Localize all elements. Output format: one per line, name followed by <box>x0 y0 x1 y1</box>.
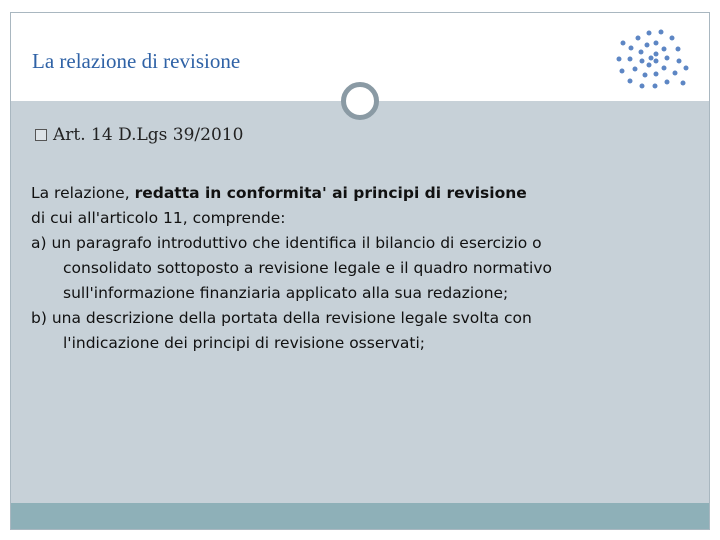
content-line: sull'informazione finanziaria applicato alla sua redazione; <box>63 284 509 302</box>
bullet-text: Art. 14 D.Lgs 39/2010 <box>53 125 244 145</box>
footer-bar <box>11 503 709 529</box>
slide-content <box>31 181 691 356</box>
intro-line <box>31 181 691 206</box>
slide-frame <box>10 12 710 530</box>
content-line: l'indicazione dei principi di revisione osservati; <box>63 334 426 352</box>
spiral-logo-icon <box>611 23 691 93</box>
bullet-item <box>35 125 243 145</box>
ring-decoration-icon <box>341 82 379 120</box>
square-bullet-icon <box>35 129 47 141</box>
content-line: a) un paragrafo introduttivo che identifica il bilancio di esercizio o <box>31 234 542 252</box>
content-line: b) una descrizione della portata della revisione legale svolta con <box>31 309 532 327</box>
slide-title: La relazione di revisione <box>32 49 241 73</box>
intro-plain: La relazione, <box>31 184 135 202</box>
content-line: di cui all'articolo 11, comprende: <box>31 209 286 227</box>
intro-bold: redatta in conformita' ai principi di revisione <box>134 184 527 202</box>
content-line: consolidato sottoposto a revisione legale e il quadro normativo <box>63 259 552 277</box>
